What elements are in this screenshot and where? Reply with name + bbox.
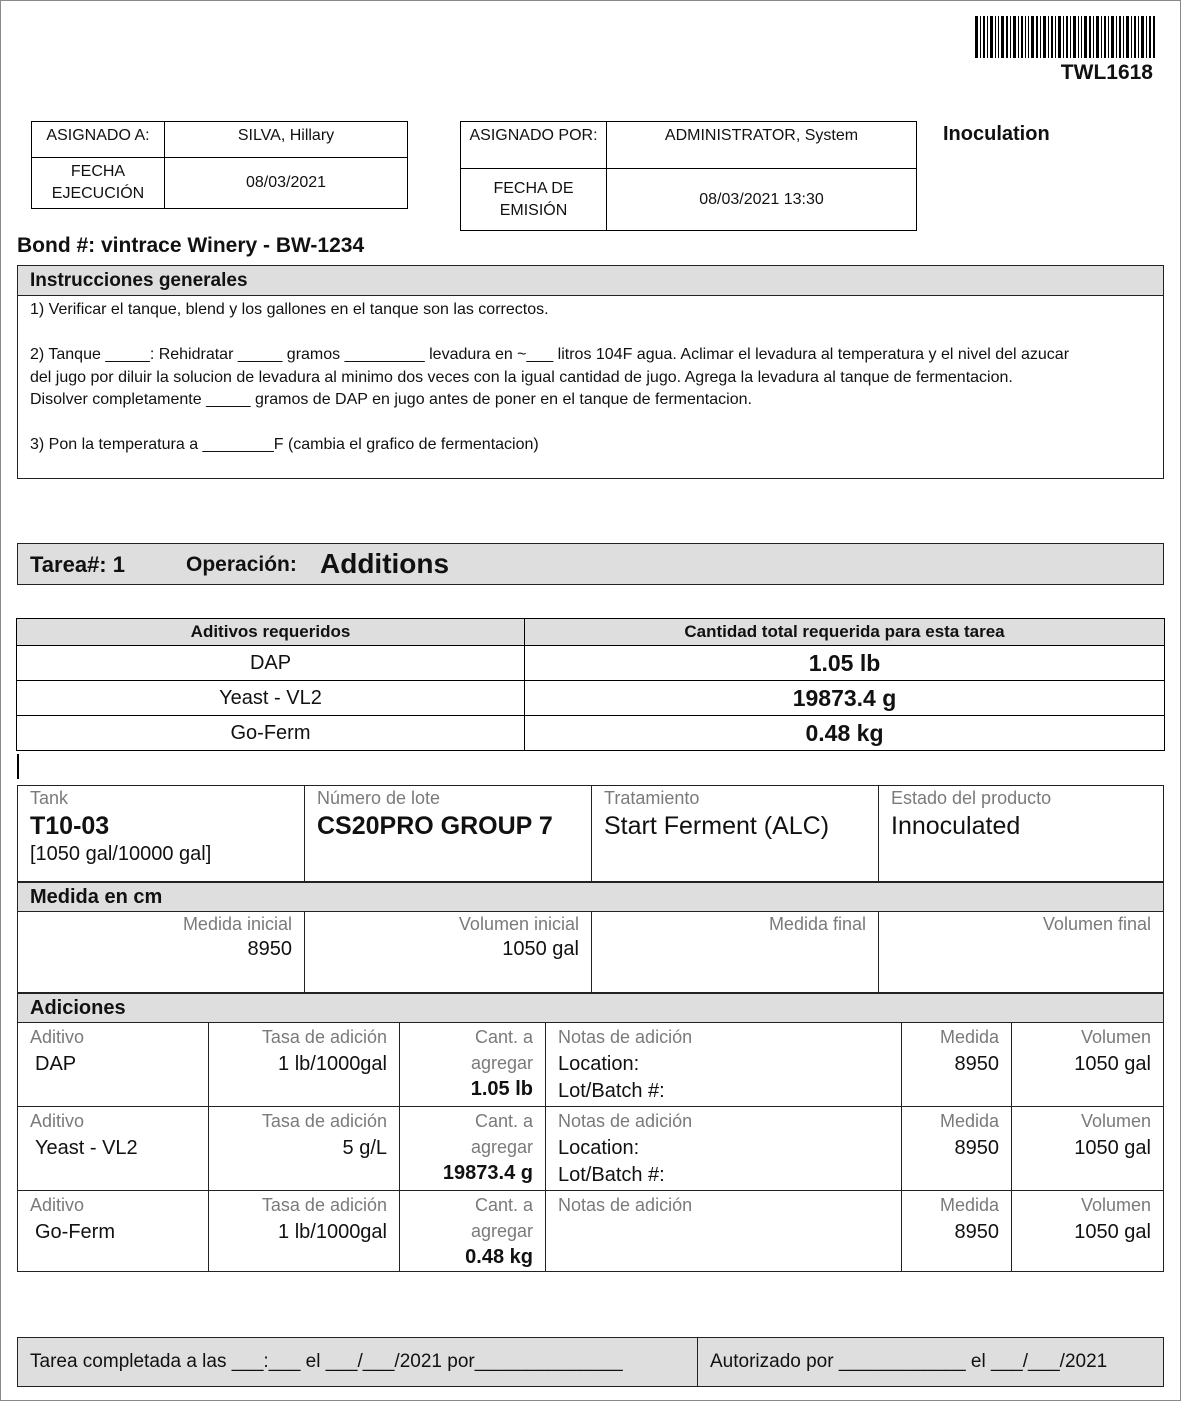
tank-value: T10-03 <box>30 812 110 840</box>
addition-row <box>18 1023 1163 1107</box>
qty-label-1: Cant. a <box>474 1027 533 1047</box>
tank-capacity: [1050 gal/10000 gal] <box>30 843 212 865</box>
task-completed-line: Tarea completada a las ___:___ el ___/___/2021 por______________ <box>18 1338 698 1386</box>
initial-measure-label: Medida inicial <box>182 914 292 934</box>
text-cursor <box>17 754 19 779</box>
notes-cell <box>546 1107 902 1190</box>
additions-title: Adiciones <box>18 992 1163 1023</box>
notes-cell <box>546 1191 902 1272</box>
product-state-label: Estado del producto <box>891 788 1052 808</box>
notes-label: Notas de adición <box>558 1111 693 1131</box>
qty-value: 1.05 lb <box>470 1078 533 1100</box>
exec-date-label: FECHA EJECUCIÓN <box>32 158 165 209</box>
initial-volume-cell <box>305 912 592 992</box>
qty-label-2: agregar <box>470 1221 533 1241</box>
rate-cell <box>209 1191 400 1272</box>
required-additive-qty: 19873.4 g <box>525 681 1165 716</box>
authorized-line: Autorizado por ____________ el ___/___/2021 <box>710 1351 1108 1372</box>
additive-label: Aditivo <box>30 1195 85 1215</box>
additive-cell <box>18 1107 209 1190</box>
assigned-by-value: ADMINISTRATOR, System <box>607 122 917 169</box>
assigned-to-table <box>31 121 408 209</box>
rate-cell <box>209 1023 400 1106</box>
row-volume-label: Volumen <box>1080 1111 1151 1131</box>
instruction-line-3: 3) Pon la temperatura a ________F (cambia el grafico de fermentacion) <box>30 436 539 453</box>
rate-label: Tasa de adición <box>261 1027 387 1047</box>
notes-cell <box>546 1023 902 1106</box>
instructions-title: Instrucciones generales <box>18 266 1163 296</box>
exec-date-value: 08/03/2021 <box>165 158 408 209</box>
row-measure-value: 8950 <box>954 1221 999 1243</box>
assigned-by-table <box>460 121 917 231</box>
barcode-image <box>975 16 1155 58</box>
row-measure-cell <box>902 1191 1012 1272</box>
rate-cell <box>209 1107 400 1190</box>
row-measure-cell <box>902 1107 1012 1190</box>
row-volume-value: 1050 gal <box>1074 1137 1151 1159</box>
operation-label: Operación: <box>186 553 297 576</box>
row-measure-value: 8950 <box>954 1137 999 1159</box>
issue-date-label: FECHA DE EMISIÓN <box>461 169 607 231</box>
measure-row <box>18 912 1163 992</box>
addition-row <box>18 1191 1163 1272</box>
document-id: TWL1618 <box>1060 61 1153 84</box>
final-measure-cell <box>592 912 879 992</box>
qty-cell <box>400 1107 546 1190</box>
measure-title: Medida en cm <box>18 881 1163 912</box>
report-type: Inoculation <box>943 123 1050 145</box>
additive-value: DAP <box>35 1053 77 1075</box>
initial-measure-cell <box>18 912 305 992</box>
vessel-block <box>17 785 1164 1272</box>
rate-label: Tasa de adición <box>261 1111 387 1131</box>
additive-label: Aditivo <box>30 1027 85 1047</box>
assigned-to-value: SILVA, Hillary <box>165 122 408 158</box>
lot-label: Número de lote <box>317 788 441 808</box>
required-additive-qty: 1.05 lb <box>525 646 1165 681</box>
row-volume-label: Volumen <box>1080 1195 1151 1215</box>
instructions-body <box>18 296 1163 460</box>
tank-cell <box>18 786 305 881</box>
row-measure-label: Medida <box>939 1111 999 1131</box>
task-header <box>17 543 1164 585</box>
notes-location: Location: <box>558 1053 640 1075</box>
general-instructions <box>17 265 1164 479</box>
lot-value: CS20PRO GROUP 7 <box>317 812 553 840</box>
initial-measure-value: 8950 <box>247 938 292 960</box>
qty-label-1: Cant. a <box>474 1111 533 1131</box>
rate-value: 1 lb/1000gal <box>278 1221 387 1243</box>
additive-label: Aditivo <box>30 1111 85 1131</box>
assigned-by-label: ASIGNADO POR: <box>461 122 607 169</box>
bond-number: Bond #: vintrace Winery - BW-1234 <box>17 234 365 257</box>
row-measure-value: 8950 <box>954 1053 999 1075</box>
qty-value: 0.48 kg <box>465 1246 533 1268</box>
treatment-value: Start Ferment (ALC) <box>604 812 830 840</box>
row-volume-cell <box>1012 1107 1163 1190</box>
row-measure-label: Medida <box>939 1195 999 1215</box>
row-measure-cell <box>902 1023 1012 1106</box>
instruction-line-2a: 2) Tanque _____: Rehidratar _____ gramos _________ levadura en ~___ litros 104F agua. Aclimar el levadura al temperatura y el nivel del azucar <box>30 346 1070 363</box>
tank-label: Tank <box>30 788 69 808</box>
additive-cell <box>18 1191 209 1272</box>
additive-value: Go-Ferm <box>35 1221 115 1243</box>
product-state-cell <box>879 786 1163 881</box>
assigned-to-label: ASIGNADO A: <box>32 122 165 158</box>
final-volume-cell <box>879 912 1163 992</box>
treatment-cell <box>592 786 879 881</box>
row-volume-cell <box>1012 1191 1163 1272</box>
row-volume-cell <box>1012 1023 1163 1106</box>
initial-volume-value: 1050 gal <box>502 938 579 960</box>
qty-cell <box>400 1191 546 1272</box>
qty-label-2: agregar <box>470 1137 533 1157</box>
issue-date-value: 08/03/2021 13:30 <box>607 169 917 231</box>
quantity-col-header: Cantidad total requerida para esta tarea <box>525 619 1165 646</box>
row-volume-value: 1050 gal <box>1074 1053 1151 1075</box>
required-additives-table <box>16 618 1165 751</box>
instruction-line-2b: del jugo por diluir la solucion de levadura al minimo dos veces con la igual cantidad de jugo. Agrega la levadura al tanque de fermentacion. <box>30 368 1013 386</box>
treatment-label: Tratamiento <box>604 788 700 808</box>
initial-volume-label: Volumen inicial <box>458 914 579 934</box>
rate-value: 1 lb/1000gal <box>278 1053 387 1075</box>
qty-label-1: Cant. a <box>474 1195 533 1215</box>
required-additive-name: Yeast - VL2 <box>17 681 525 716</box>
row-measure-label: Medida <box>939 1027 999 1047</box>
notes-location: Location: <box>558 1137 640 1159</box>
vessel-info-row <box>18 786 1163 881</box>
instruction-line-2c: Disolver completamente _____ gramos de DAP en jugo antes de poner en el tanque de fermentacion. <box>30 391 752 408</box>
notes-lot: Lot/Batch #: <box>558 1080 665 1102</box>
required-additive-qty: 0.48 kg <box>525 716 1165 751</box>
additives-col-header: Aditivos requeridos <box>17 619 525 646</box>
product-state-value: Innoculated <box>891 812 1021 840</box>
operation-value: Additions <box>320 548 450 579</box>
rate-label: Tasa de adición <box>261 1195 387 1215</box>
rate-value: 5 g/L <box>342 1137 387 1159</box>
instruction-line-1: 1) Verificar el tanque, blend y los gallones en el tanque son las correctos. <box>30 301 549 318</box>
additive-value: Yeast - VL2 <box>35 1137 138 1159</box>
lot-cell <box>305 786 592 881</box>
row-volume-value: 1050 gal <box>1074 1221 1151 1243</box>
final-volume-label: Volumen final <box>1042 914 1151 934</box>
task-number: Tarea#: 1 <box>30 552 125 577</box>
row-volume-label: Volumen <box>1080 1027 1151 1047</box>
required-additive-name: Go-Ferm <box>17 716 525 751</box>
qty-value: 19873.4 g <box>442 1162 533 1184</box>
addition-row <box>18 1107 1163 1191</box>
qty-cell <box>400 1023 546 1106</box>
qty-label-2: agregar <box>470 1053 533 1073</box>
notes-lot: Lot/Batch #: <box>558 1164 665 1186</box>
notes-label: Notas de adición <box>558 1195 693 1215</box>
signoff-bar <box>17 1337 1164 1387</box>
required-additive-name: DAP <box>17 646 525 681</box>
additive-cell <box>18 1023 209 1106</box>
notes-label: Notas de adición <box>558 1027 693 1047</box>
final-measure-label: Medida final <box>768 914 866 934</box>
